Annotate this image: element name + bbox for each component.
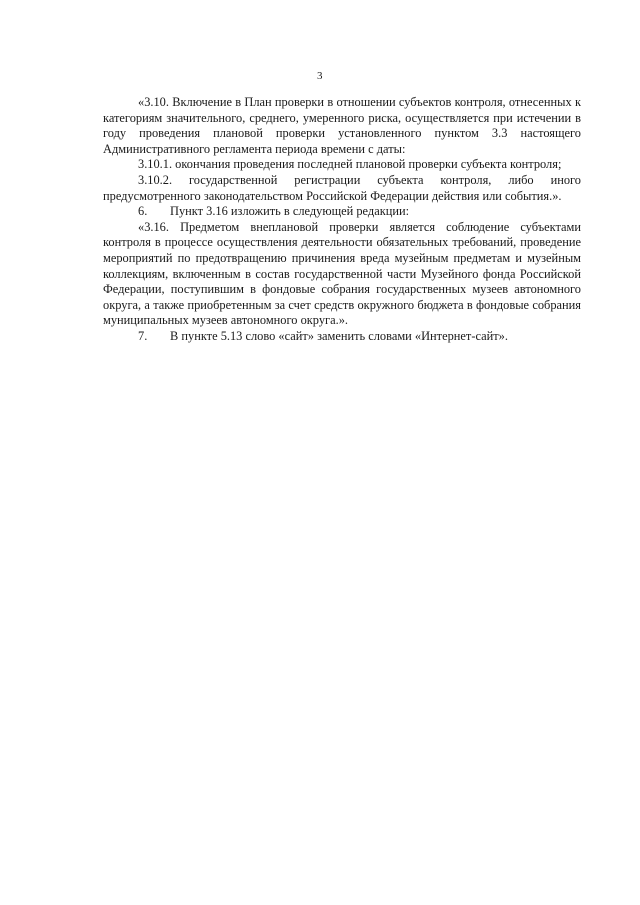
paragraph-3-10-1: 3.10.1. окончания проведения последней плановой проверки субъекта контроля; xyxy=(138,157,562,172)
paragraph-3-10: «3.10. Включение в План проверки в отношении субъектов контроля, отнесенных к категориям значительного, среднего, умеренного риска, осуществляется при истечении в году проведения плановой проверки установленного пунктом 3.3 настоящего Административного регламента периода времени с даты: xyxy=(103,95,581,156)
item-7-number: 7. xyxy=(138,328,148,343)
item-6-number: 6. xyxy=(138,204,148,219)
item-7-text: В пункте 5.13 слово «сайт» заменить словами «Интернет-сайт». xyxy=(170,328,508,343)
page-number: 3 xyxy=(317,70,323,82)
paragraph-3-16: «3.16. Предметом внеплановой проверки является соблюдение субъектами контроля в процессе осуществления деятельности обязательных требований, проведение мероприятий по предотвращению причинения вреда музейным предметам и музейным коллекциям, включенным в состав государственной части Музейного фонда Российской Федерации, поступившим в фондовые собрания государственных музеев автономного округа, а также приобретенным за счет средств окружного бюджета в фондовые собрания муниципальных музеев автономного округа.». xyxy=(103,219,581,328)
item-6 xyxy=(103,204,581,220)
document-body xyxy=(103,95,581,345)
paragraph-3-10-2: 3.10.2. государственной регистрации субъекта контроля, либо иного предусмотренного законодательством Российской Федерации действия или события.». xyxy=(103,172,581,203)
item-7 xyxy=(103,329,581,345)
item-6-text: Пункт 3.16 изложить в следующей редакции: xyxy=(170,204,410,219)
